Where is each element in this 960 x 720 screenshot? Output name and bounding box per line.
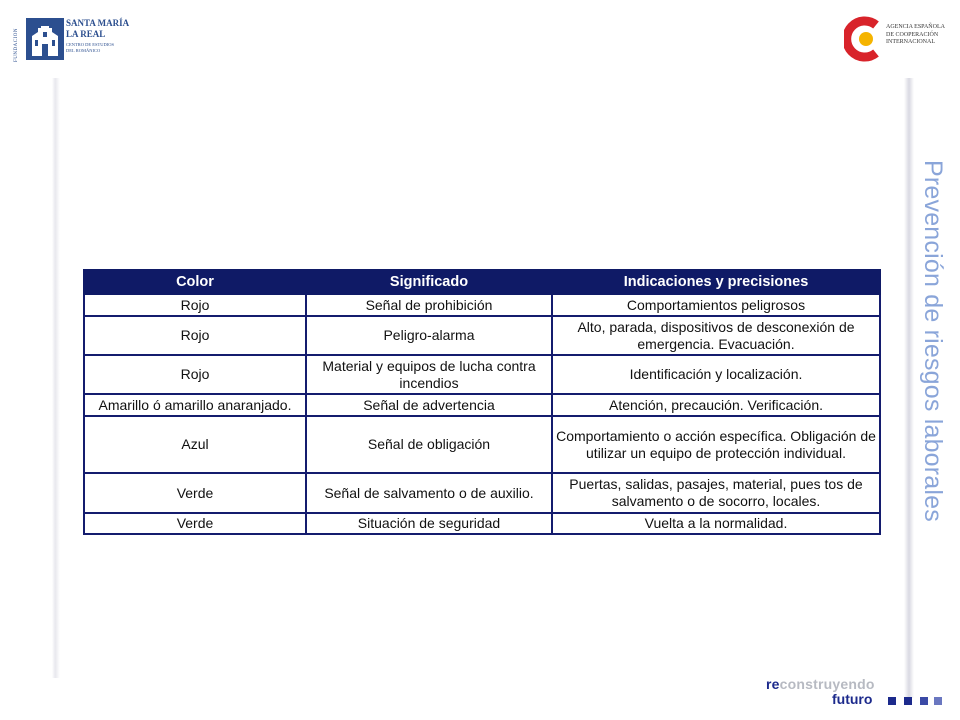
aecid-c-mark-icon — [844, 16, 884, 62]
table-row — [84, 316, 880, 355]
logo-vertical-text: FUNDACIÓN — [14, 28, 19, 62]
cell-meaning: Material y equipos de lucha contra incendios — [306, 355, 552, 394]
column-header-color: Color — [84, 270, 306, 294]
cell-color: Rojo — [84, 316, 306, 355]
footer-word-1 — [766, 676, 875, 692]
cell-meaning: Señal de obligación — [306, 416, 552, 473]
cell-meaning: Señal de prohibición — [306, 294, 552, 316]
table-header-row — [84, 270, 880, 294]
footer-square-icon — [888, 697, 896, 705]
logo-subtitle: CENTRO DE ESTUDIOS DEL ROMÁNICO — [66, 42, 114, 53]
santa-maria-la-real-logo — [14, 16, 130, 62]
footer-square-icon — [934, 697, 942, 705]
column-header-meaning: Significado — [306, 270, 552, 294]
cell-color: Rojo — [84, 355, 306, 394]
cell-color: Rojo — [84, 294, 306, 316]
left-frame-shadow — [52, 78, 60, 678]
table-row — [84, 513, 880, 534]
table-row — [84, 416, 880, 473]
cell-color: Verde — [84, 513, 306, 534]
right-frame-shadow — [904, 78, 914, 698]
cell-meaning: Señal de salvamento o de auxilio. — [306, 473, 552, 513]
cell-meaning: Señal de advertencia — [306, 394, 552, 416]
cell-color: Verde — [84, 473, 306, 513]
footer-word-1-rest: construyendo — [779, 676, 875, 692]
cell-indications: Vuelta a la normalidad. — [552, 513, 880, 534]
cell-color: Amarillo ó amarillo anaranjado. — [84, 394, 306, 416]
aecid-logo — [844, 14, 948, 64]
cell-meaning: Peligro-alarma — [306, 316, 552, 355]
cell-meaning: Situación de seguridad — [306, 513, 552, 534]
cell-indications: Identificación y localización. — [552, 355, 880, 394]
cell-color: Azul — [84, 416, 306, 473]
reconstruyendo-futuro-logo — [766, 676, 946, 708]
building-emblem-icon — [26, 18, 64, 60]
aecid-text: AGENCIA ESPAÑOLA DE COOPERACIÓN INTERNACIONAL — [886, 24, 945, 45]
logo-name-line1: SANTA MARÍA — [66, 18, 130, 28]
cell-indications: Atención, precaución. Verificación. — [552, 394, 880, 416]
footer-square-icon — [904, 697, 912, 705]
footer-word-2: futuro — [832, 691, 873, 707]
footer-square-icon — [920, 697, 928, 705]
column-header-indications: Indicaciones y precisiones — [552, 270, 880, 294]
side-title: Prevención de riesgos laborales — [919, 160, 947, 522]
cell-indications: Alto, parada, dispositivos de desconexión de emergencia. Evacuación. — [552, 316, 880, 355]
cell-indications: Comportamiento o acción específica. Obligación de utilizar un equipo de protección individual. — [552, 416, 880, 473]
logo-name-line2: LA REAL — [66, 29, 106, 39]
table-row — [84, 394, 880, 416]
cell-indications: Comportamientos peligrosos — [552, 294, 880, 316]
table-row — [84, 355, 880, 394]
table-row — [84, 473, 880, 513]
cell-indications: Puertas, salidas, pasajes, material, pues tos de salvamento o de socorro, locales. — [552, 473, 880, 513]
footer-prefix: re — [766, 676, 780, 692]
safety-color-table — [83, 269, 881, 535]
table-row — [84, 294, 880, 316]
